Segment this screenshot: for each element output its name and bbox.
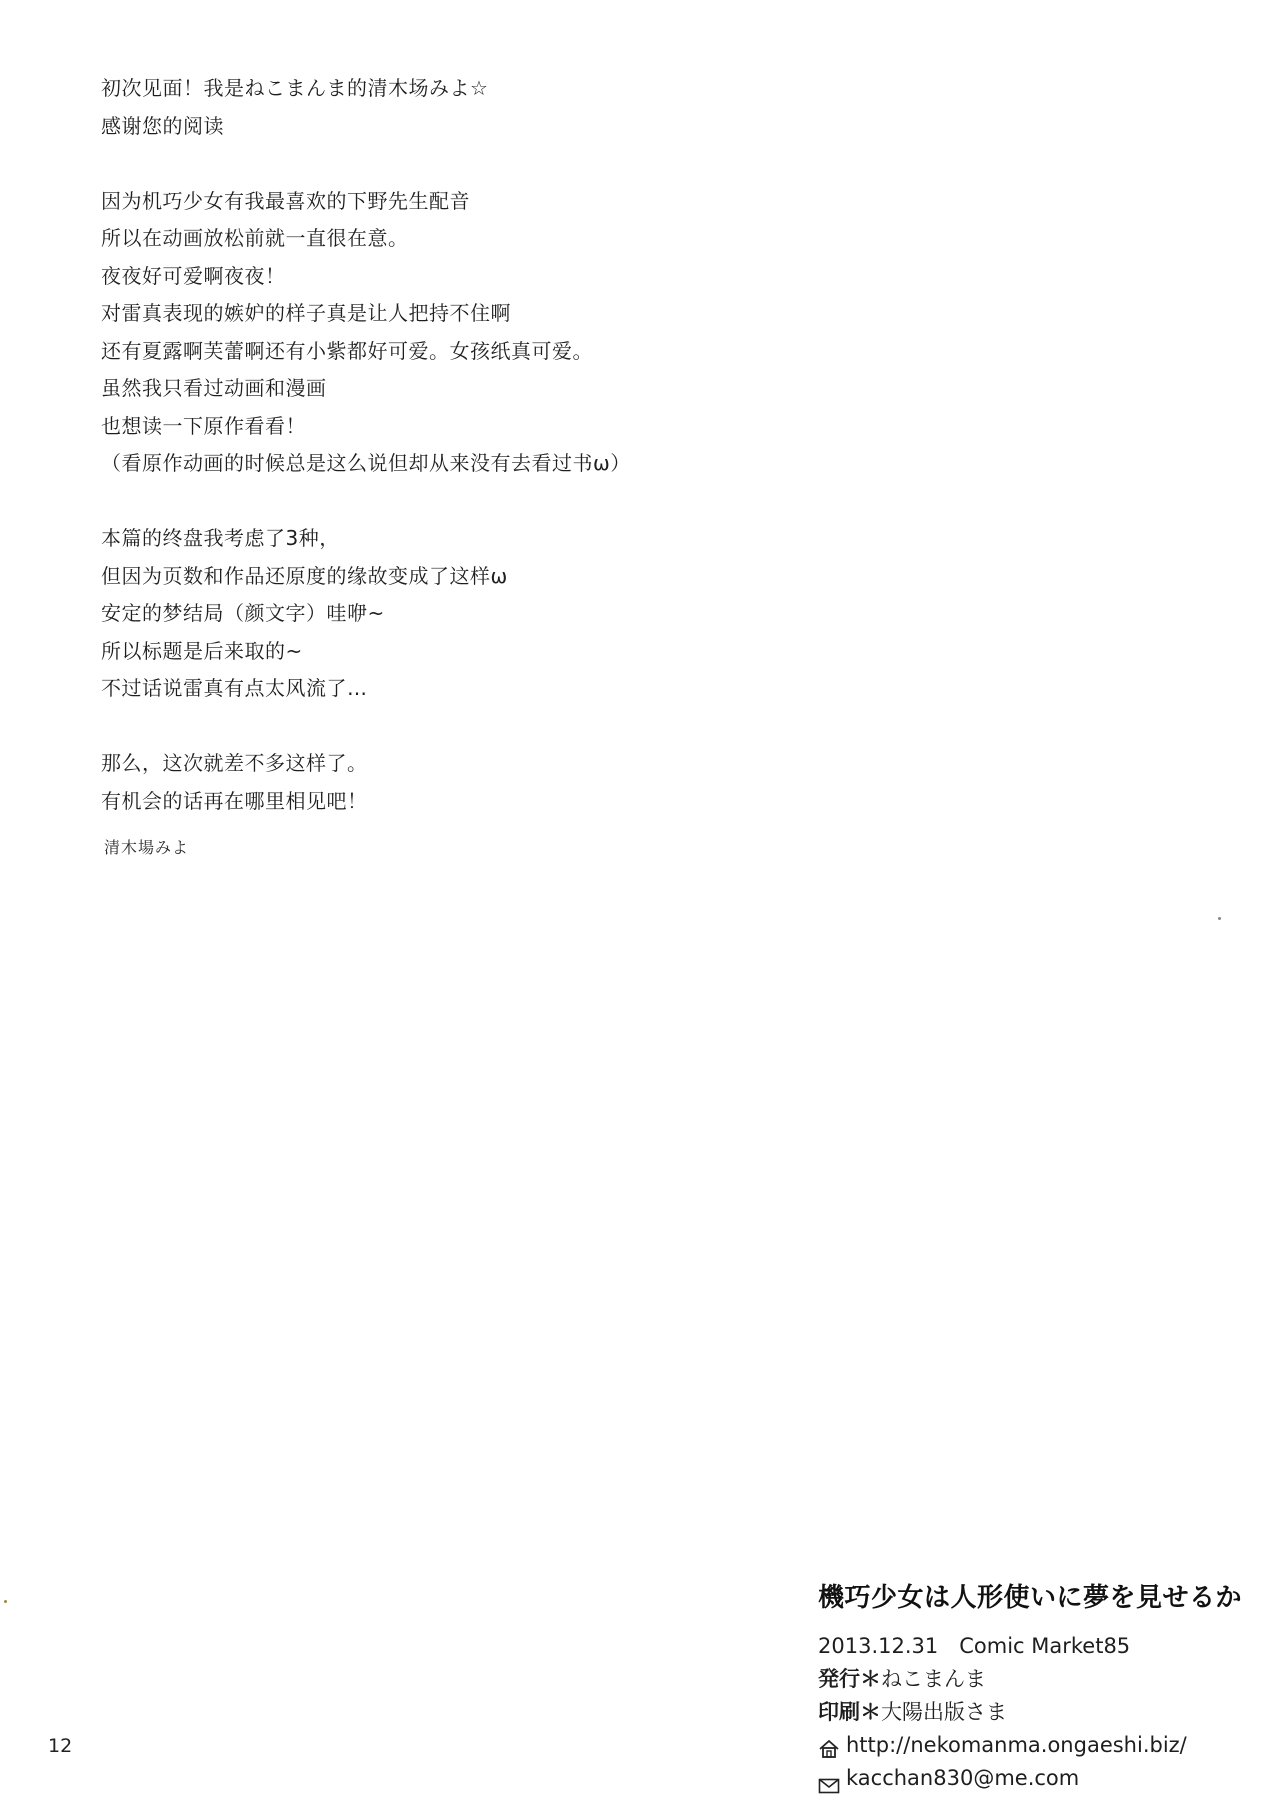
text-line: 不过话说雷真有点太风流了… bbox=[101, 676, 368, 700]
text-line: 对雷真表现的嫉妒的样子真是让人把持不住啊 bbox=[101, 301, 511, 325]
date-event: 2013.12.31 Comic Market85 bbox=[818, 1634, 1131, 1658]
author-signature: 清木場みよ bbox=[104, 838, 190, 857]
website-url[interactable]: http://nekomanma.ongaeshi.biz/ bbox=[846, 1733, 1187, 1757]
page-number: 12 bbox=[48, 1735, 73, 1757]
colophon bbox=[818, 1578, 1258, 1795]
text-line: 初次见面！我是ねこまんま的清木场みよ☆ bbox=[101, 76, 489, 100]
home-icon bbox=[818, 1736, 840, 1756]
text-line: 所以在动画放松前就一直很在意。 bbox=[101, 226, 409, 250]
afterword-text bbox=[101, 70, 1001, 820]
text-line: 本篇的终盘我考虑了3种， bbox=[101, 526, 340, 550]
website-row bbox=[818, 1729, 1258, 1762]
text-line: 因为机巧少女有我最喜欢的下野先生配音 bbox=[101, 188, 470, 213]
printer-label: 印刷＊ bbox=[818, 1700, 881, 1724]
text-line: 还有夏露啊芙蕾啊还有小紫都好可爱。女孩纸真可爱。 bbox=[101, 338, 593, 363]
publisher-row bbox=[818, 1663, 1258, 1696]
printer-name: 大陽出版さま bbox=[881, 1700, 1007, 1724]
scan-speck bbox=[1218, 917, 1221, 920]
text-line: （看原作动画的时候总是这么说但却从来没有去看过书ω） bbox=[101, 451, 631, 475]
text-line: 安定的梦结局（颜文字）哇咿~ bbox=[101, 601, 385, 625]
mail-icon bbox=[818, 1771, 840, 1787]
release-info bbox=[818, 1630, 1258, 1663]
text-line: 那么，这次就差不多这样了。 bbox=[101, 751, 368, 775]
publisher-name: ねこまんま bbox=[881, 1667, 986, 1691]
book-title: 機巧少女は人形使いに夢を見せるか bbox=[818, 1583, 1243, 1613]
text-line: 夜夜好可爱啊夜夜！ bbox=[101, 263, 286, 288]
printer-row bbox=[818, 1696, 1258, 1729]
email-row bbox=[818, 1762, 1258, 1795]
text-line: 感谢您的阅读 bbox=[101, 113, 224, 138]
text-line: 所以标题是后来取的~ bbox=[101, 638, 303, 663]
text-line: 但因为页数和作品还原度的缘故变成了这样ω bbox=[101, 563, 508, 588]
text-line: 也想读一下原作看看！ bbox=[101, 413, 306, 438]
publisher-label: 発行＊ bbox=[818, 1667, 881, 1691]
text-line: 虽然我只看过动画和漫画 bbox=[101, 376, 327, 400]
scan-speck bbox=[4, 1600, 7, 1603]
email-address[interactable]: kacchan830@me.com bbox=[846, 1766, 1080, 1790]
text-line: 有机会的话再在哪里相见吧！ bbox=[101, 788, 368, 813]
